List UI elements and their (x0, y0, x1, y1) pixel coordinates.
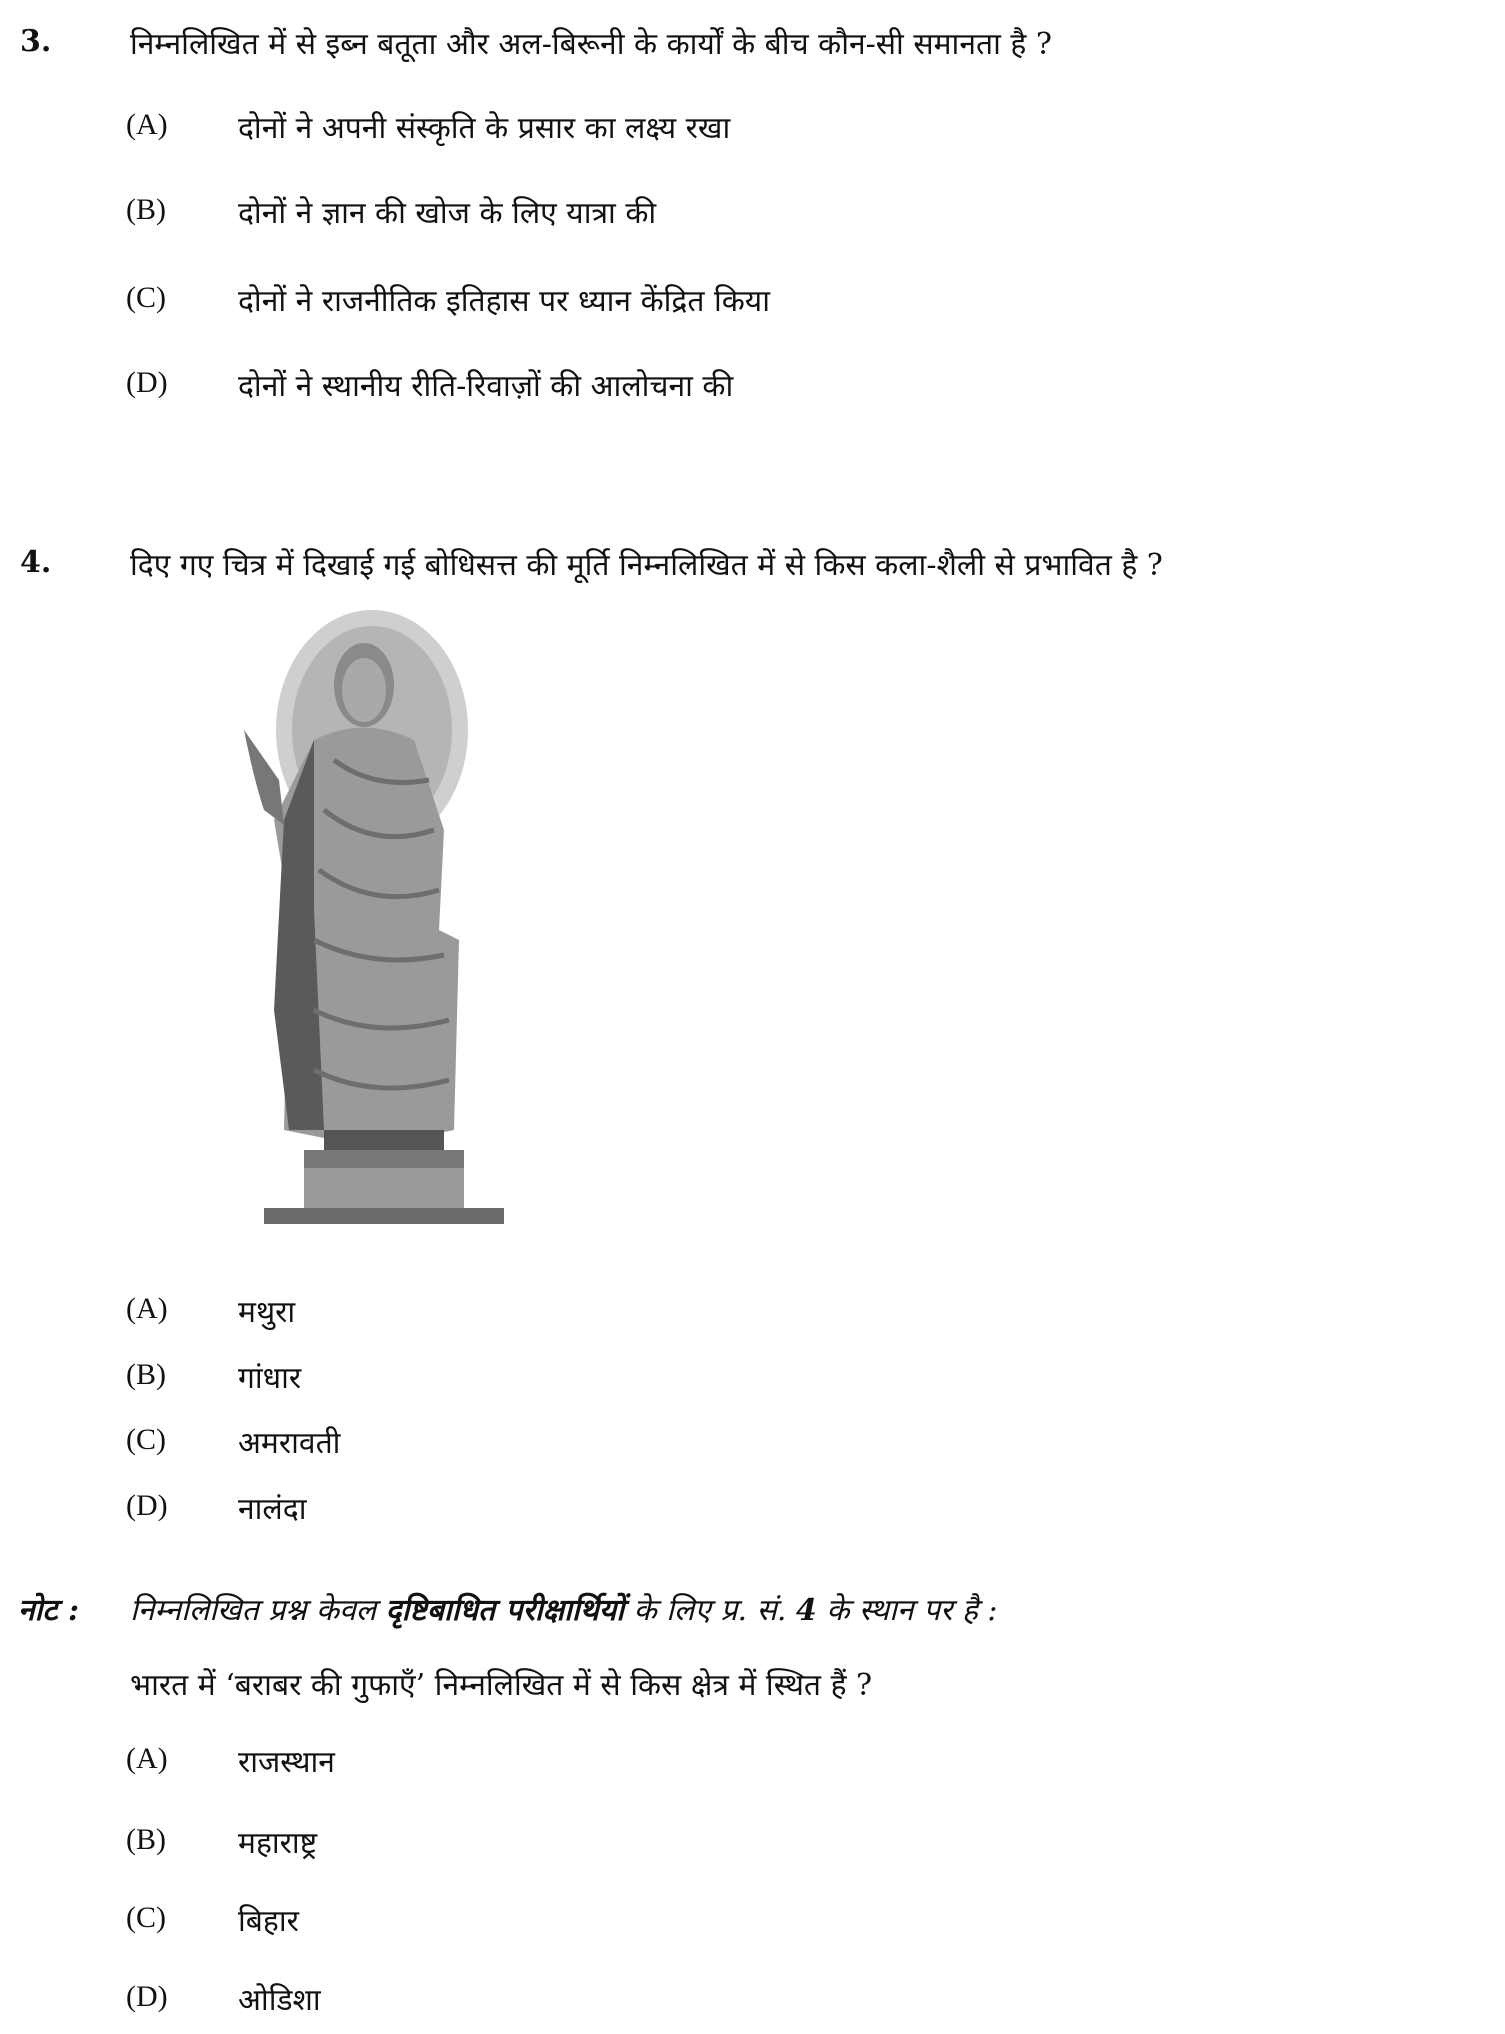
q4-option-b-label: (B) (126, 1358, 166, 1391)
note-label: नोट : (18, 1593, 80, 1628)
q3-option-a-label: (A) (126, 108, 168, 141)
alt-question-text: भारत में ‘बराबर की गुफाएँ’ निम्नलिखित में से किस क्षेत्र में स्थित हैं ? (130, 1668, 873, 1703)
note-text-before: निम्नलिखित प्रश्न केवल (130, 1593, 377, 1628)
question-4-number: 4. (20, 545, 52, 580)
bodhisattva-statue-image (244, 610, 506, 1226)
q3-option-b-label: (B) (126, 193, 166, 226)
q4-option-d-text: नालंदा (238, 1492, 307, 1527)
q4-option-a-label: (A) (126, 1292, 168, 1325)
alt-option-d-text: ओडिशा (238, 1983, 321, 2018)
note-text-mid: के लिए प्र. सं. (633, 1593, 787, 1628)
q3-option-b-text: दोनों ने ज्ञान की खोज के लिए यात्रा की (238, 196, 657, 231)
alt-option-c-label: (C) (126, 1901, 166, 1934)
q4-option-c-label: (C) (126, 1423, 166, 1456)
alt-option-b-label: (B) (126, 1823, 166, 1856)
q4-option-d-label: (D) (126, 1489, 168, 1522)
alt-option-b-text: महाराष्ट्र (238, 1826, 318, 1861)
q3-option-d-label: (D) (126, 366, 168, 399)
note-text-after: के स्थान पर है : (826, 1593, 998, 1628)
q4-option-c-text: अमरावती (238, 1426, 341, 1461)
question-3-text: निम्नलिखित में से इब्न बतूता और अल-बिरूनी के कार्यों के बीच कौन-सी समानता है ? (130, 27, 1052, 62)
q3-option-c-label: (C) (126, 281, 166, 314)
note-text (130, 1588, 998, 1629)
note-text-bold: दृष्टिबाधित परीक्षार्थियों (385, 1593, 625, 1628)
q3-option-d-text: दोनों ने स्थानीय रीति-रिवाज़ों की आलोचना की (238, 369, 734, 404)
alt-option-c-text: बिहार (238, 1904, 299, 1939)
note-question-number: 4 (795, 1593, 817, 1628)
alt-option-d-label: (D) (126, 1980, 168, 2013)
q4-option-a-text: मथुरा (238, 1295, 296, 1330)
q3-option-c-text: दोनों ने राजनीतिक इतिहास पर ध्यान केंद्रित किया (238, 284, 770, 319)
alt-option-a-label: (A) (126, 1742, 168, 1775)
alt-option-a-text: राजस्थान (238, 1745, 335, 1780)
question-4-text: दिए गए चित्र में दिखाई गई बोधिसत्त की मूर्ति निम्नलिखित में से किस कला-शैली से प्रभावित है ? (130, 548, 1163, 583)
q3-option-a-text: दोनों ने अपनी संस्कृति के प्रसार का लक्ष्य रखा (238, 111, 731, 146)
question-3-number: 3. (20, 24, 52, 59)
q4-option-b-text: गांधार (238, 1361, 302, 1396)
